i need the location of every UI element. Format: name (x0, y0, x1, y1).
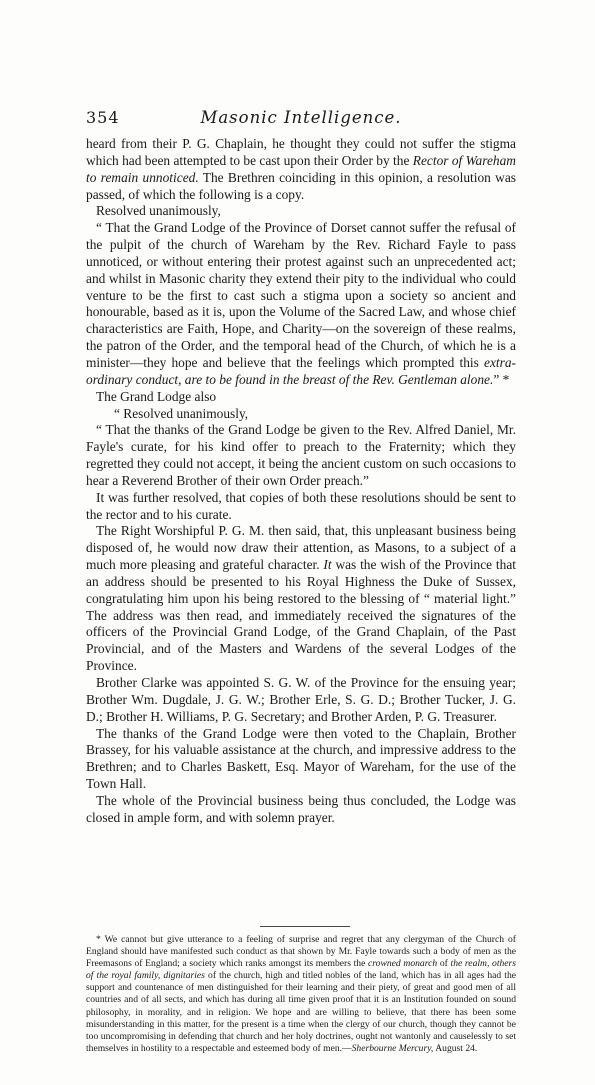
italic-text: Rector of Wareham to remain unnoticed. (86, 152, 516, 185)
resolution-quote (86, 220, 516, 388)
footnote-divider (260, 926, 350, 927)
footnote-source: Sherbourne Mercury, (351, 1042, 434, 1054)
footnote (86, 934, 516, 1055)
italic-text: extra-ordinary conduct, are to be found in the breast of the Rev. Gentleman alone. (86, 354, 517, 387)
footnote-part: of the church, high and titled nobles of the land, which has in all ages had the support and countenance of men distinguished for their learning and their piety, of great and good men of all countries and of all sects, and which has during all time given proof that it is an Institution founded on sound philosophy, in morality, and in religion. We hope and are willing to believe, that there has been some misunderstanding in this matter, for the present is a time when the clergy of our church, though they cannot be too uncompromising in defending that church and her holy doctrines, ought not wantonly and causelessly to set themselves in hostility to a respectable and esteemed body of men.— (86, 970, 516, 1054)
paragraph: Resolved unanimously, (96, 203, 221, 219)
paragraph: Brother Clarke was appointed S. G. W. of the Province for the ensuing year; Brother Wm. Dugdale, J. G. W.; Brother Erle, S. G. D.; Brother Tucker, J. G. D.; Brother H. Williams, P. G. Secretary; and Brother Arden, P. G. Treasurer. (86, 675, 516, 724)
footnote-italic: crowned monarch (368, 958, 438, 970)
footnote-text (86, 934, 516, 1055)
footnote-marker: ” * (493, 371, 510, 387)
footnote-date: August 24. (435, 1042, 478, 1054)
footnote-part: * We cannot but give utterance to a feeling of surprise and regret that any clergyman of the Church of England should have manifested such conduct as that shown by Mr. Fayle towards such a body of men as the Freemasons of England; a society which ranks amongst its members the (86, 934, 516, 970)
paragraph: It was further resolved, that copies of both these resolutions should be sent to the rector and to his curate. (86, 489, 516, 522)
body-text (86, 136, 516, 827)
paragraph: The Grand Lodge also (96, 388, 217, 404)
paragraph-text: The Right Worshipful P. G. M. then said, that, this unpleasant business being disposed of, he would now draw their attention, as Masons, to a subject of a much more pleasing and grateful character. (86, 523, 516, 573)
paragraph: “ Resolved unanimously, (114, 405, 249, 421)
page-header (86, 108, 516, 130)
paragraph (86, 136, 516, 203)
running-title: Masonic Intelligence. (200, 108, 402, 127)
paragraph-text: was the wish of the Province that an address should be presented to his Royal Highness the Duke of Sussex, congratulating him upon his being restored to the blessing of “ material light.” The address was then read, and immediately received the signatures of the officers of the Provincial Grand Lodge, of the Grand Chaplain, of the Past Provincial, and of the Masters and Wardens of the several Lodges of the Province. (86, 557, 516, 674)
paragraph-text: The Brethren coinciding in this opinion, a resolution was passed, of which the following is a copy. (86, 169, 517, 202)
italic-text: It (323, 557, 332, 573)
paragraph-text: “ That the Grand Lodge of the Province of Dorset cannot suffer the refusal of the pulpit of the church of Wareham by the Rev. Richard Fayle to pass unnoticed, or without entering their protest against such an unprecedented act; and whilst in Masonic charity they extend their pity to the individual who could venture to be the first to cast such a stigma upon a society so ancient and honourable, based as it is, upon the Volume of the Sacred Law, and whose chief characteristics are Faith, Hope, and Charity—on the sovereign of these realms, the patron of the Order, and the temporal head of the Church, of which he is a minister—they hope and believe that the feelings which prompted this (86, 220, 516, 370)
paragraph: The whole of the Provincial business being thus concluded, the Lodge was closed in ample form, and with solemn prayer. (86, 792, 516, 825)
paragraph (86, 523, 516, 675)
footnote-part: of (439, 958, 448, 970)
resolution-quote: “ That the thanks of the Grand Lodge be given to the Rev. Alfred Daniel, Mr. Fayle's curate, for his kind offer to preach to the Fraternity; which they regretted they could not accept, it being the ancient custom on such occasions to hear a Reverend Brother of their own Order preach.” (86, 422, 516, 488)
paragraph: The thanks of the Grand Lodge were then voted to the Chaplain, Brother Brassey, for his valuable assistance at the church, and impressive address to the Brethren; and to Charles Baskett, Esq. Mayor of Wareham, for the use of the Town Hall. (86, 725, 516, 792)
page-number: 354 (86, 108, 120, 127)
paragraph-text: heard from their P. G. Chaplain, he thought they could not suffer the stigma which had been attempted to be cast upon their Order by the (86, 136, 516, 168)
footnote-italic: the realm, others of the royal family, dignitaries (86, 958, 517, 982)
